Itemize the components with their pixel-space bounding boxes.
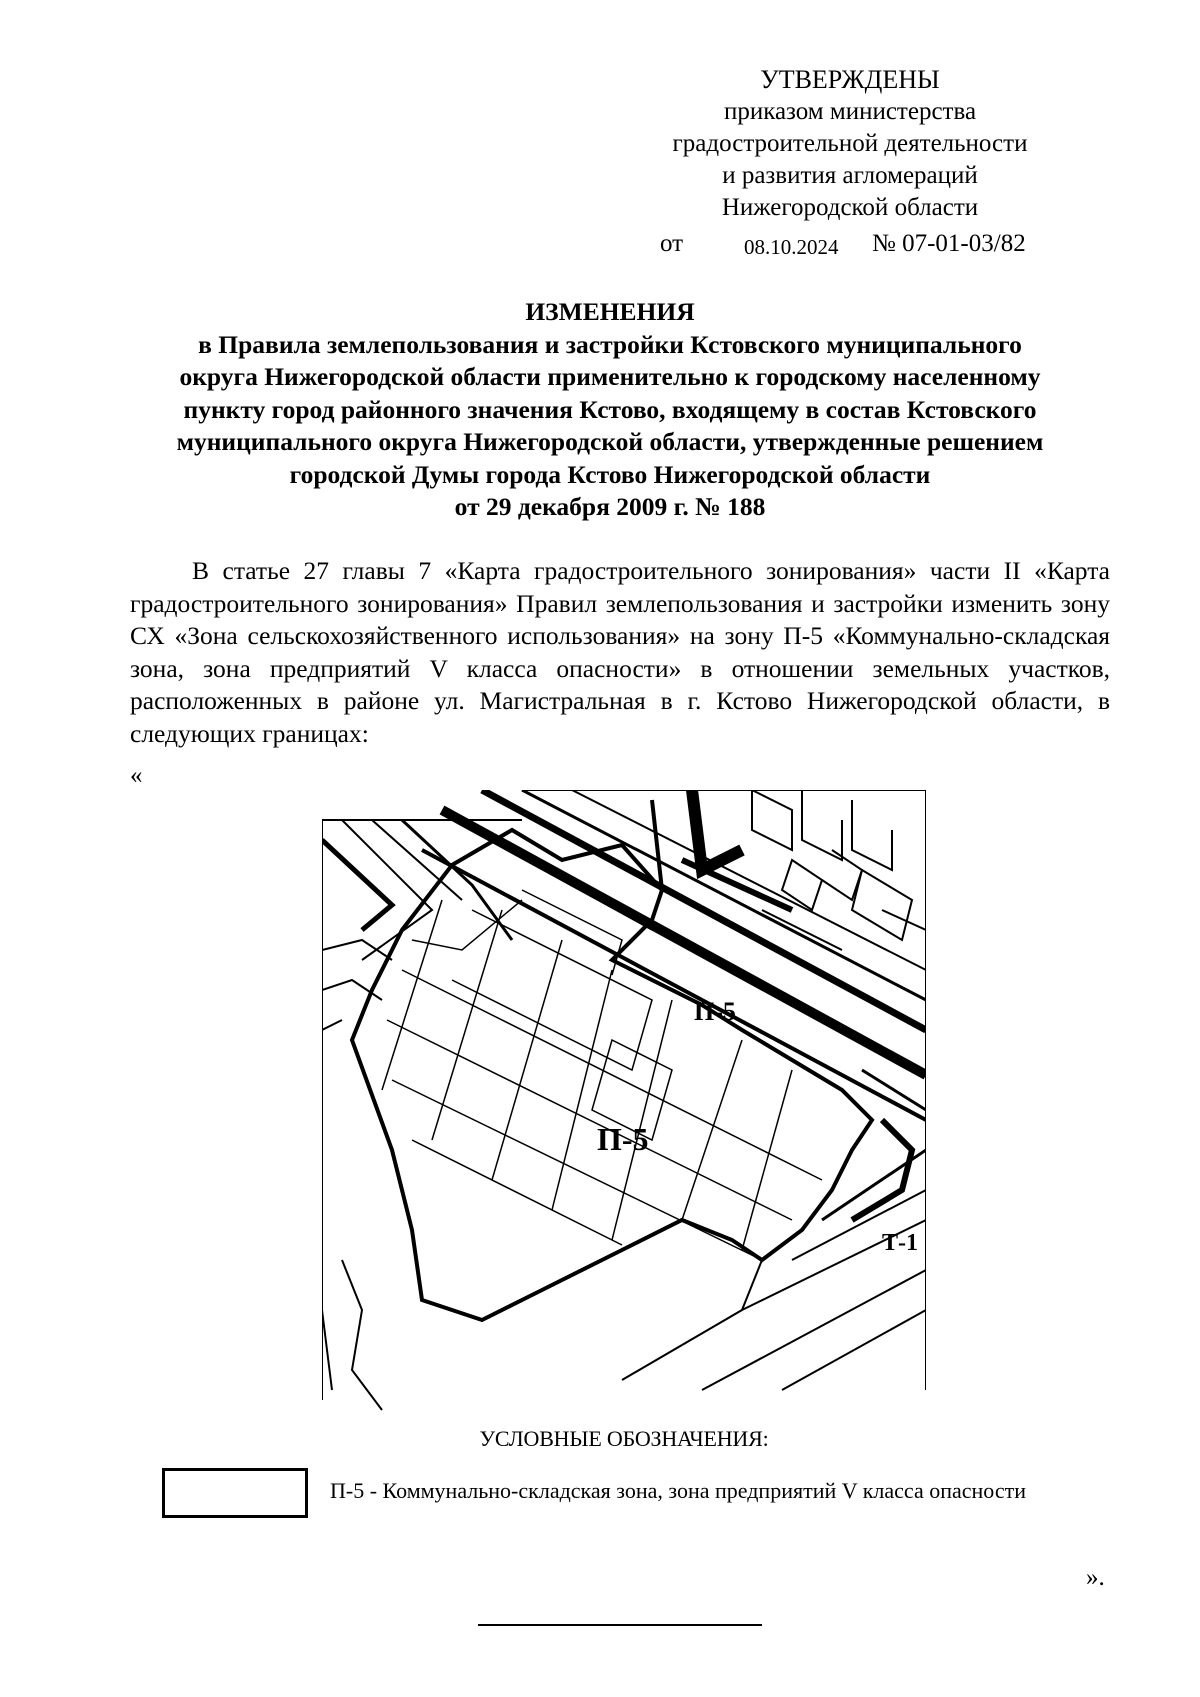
title-line: муниципального округа Нижегородской области, утвержденные решением xyxy=(176,427,1044,456)
title-line: в Правила землепользования и застройки Кстовского муниципального xyxy=(198,329,1022,359)
approval-line: Нижегородской области xyxy=(721,194,979,221)
map-label: П-5 xyxy=(694,997,736,1026)
map-label: П-5 xyxy=(597,1121,649,1157)
approval-dateline xyxy=(640,228,1060,262)
approval-line: приказом министерства xyxy=(723,98,977,125)
close-quote: ». xyxy=(1086,1564,1105,1591)
document-title xyxy=(110,296,1110,524)
legend-item-text: П-5 - Коммунально-складская зона, зона предприятий V класса опасности xyxy=(330,1478,1027,1503)
title-main: ИЗМЕНЕНИЯ xyxy=(525,297,695,326)
zoning-map xyxy=(322,790,926,1420)
approval-date: 08.10.2024 xyxy=(744,235,839,259)
body-paragraph xyxy=(130,555,1110,750)
legend-caption: УСЛОВНЫЕ ОБОЗНАЧЕНИЯ: xyxy=(479,1426,769,1451)
approval-line: градостроительной деятельности xyxy=(672,130,1028,157)
legend-swatch xyxy=(162,1468,308,1518)
title-line: от 29 декабря 2009 г. № 188 xyxy=(454,492,766,521)
open-quote: « xyxy=(130,762,143,789)
title-line: пункту город районного значения Кстово, входящему в состав Кстовского xyxy=(183,394,1037,424)
approval-line: и развития агломераций xyxy=(722,162,978,189)
title-line: округа Нижегородской области применительно к городскому населенному xyxy=(179,362,1041,391)
paragraph-text: В статье 27 главы 7 «Карта градостроительного зонирования» части II «Карта градостроительного зонирования» Правил землепользования и застройки изменить зону СХ «Зона сельскохозяйственного использования» на зону П-5 «Коммунально-складская зона, зона предприятий V класса опасности» в отношении земельных участков, расположенных в районе ул. Магистральная в г. Кстово Нижегородской области, в следующих границах: xyxy=(130,556,1110,748)
date-prefix: от xyxy=(660,230,684,257)
title-line: городской Думы города Кстово Нижегородской области xyxy=(289,459,931,489)
end-divider xyxy=(478,1624,762,1626)
map-label: Т-1 xyxy=(882,1230,918,1256)
approval-number: № 07-01-03/82 xyxy=(872,230,1026,257)
approval-stamp xyxy=(640,64,1060,262)
approval-heading: УТВЕРЖДЕНЫ xyxy=(760,65,940,94)
